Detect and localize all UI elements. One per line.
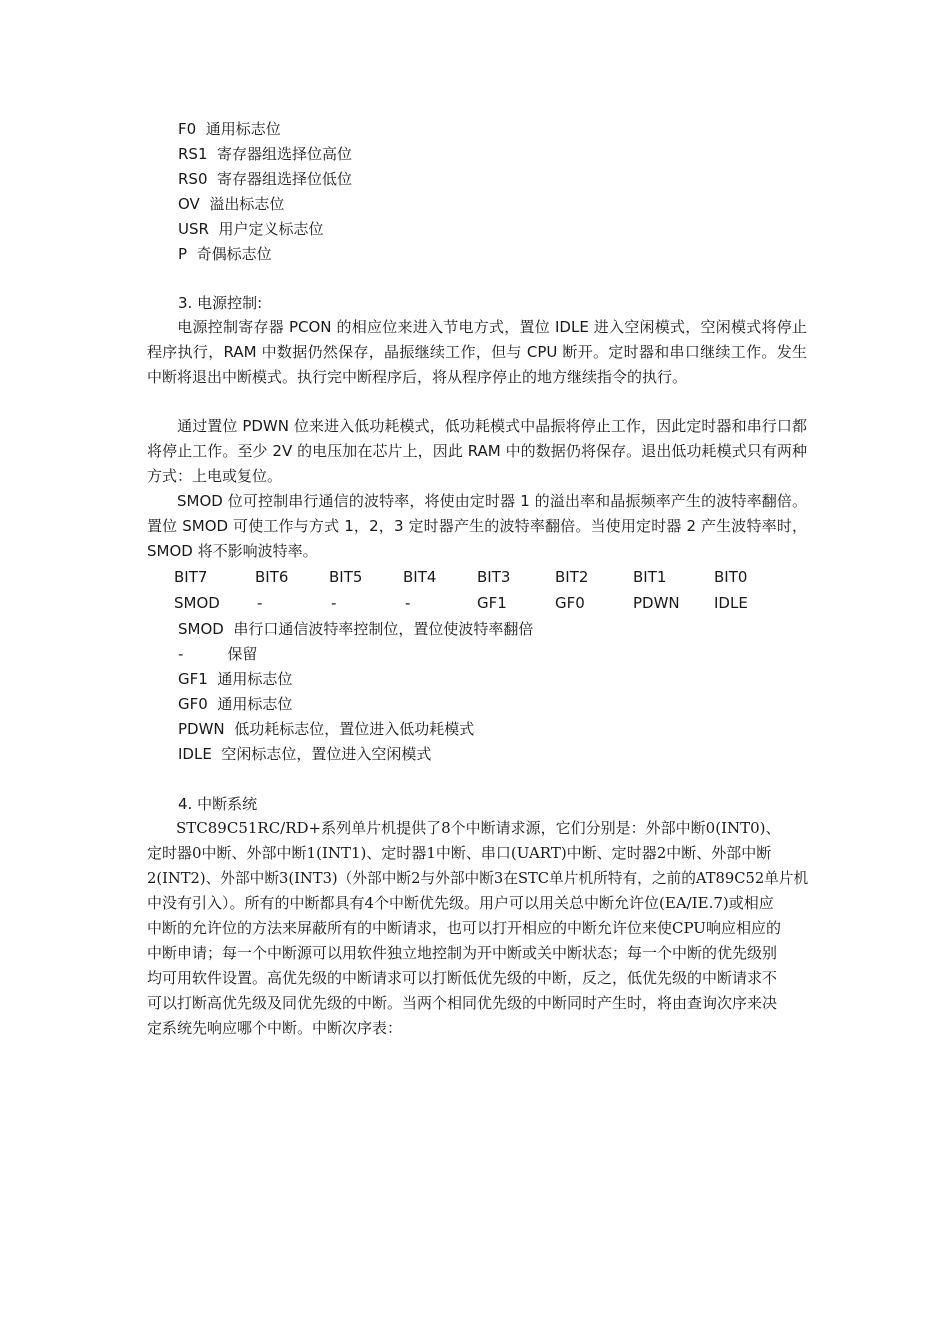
- interrupt-line: 可以打断高优先级及同优先级的中断。当两个相同优先级的中断同时产生时，将由查询次序来决: [147, 994, 778, 1012]
- bit-header: BIT7: [174, 568, 208, 586]
- interrupt-line: 中断的允许位的方法来屏蔽所有的中断请求，也可以打开相应的中断允许位来使CPU响应相应的: [147, 919, 781, 937]
- def-row-gf1: GF1 通用标志位: [178, 670, 293, 688]
- interrupt-line: 均可用软件设置。高优先级的中断请求可以打断低优先级的中断，反之，低优先级的中断请求不: [147, 969, 778, 987]
- paragraph-pcon: 电源控制寄存器 PCON 的相应位来进入节电方式，置位 IDLE 进入空闲模式，空闲模式将停止程序执行，RAM 中数据仍然保存，晶振继续工作，但与 CPU 断开。定时器和串口继续工作。发生中断将退出中断模式。执行完中断程序后，将从程序停止的地方继续指令的执行。: [147, 318, 807, 386]
- bit-header: BIT4: [403, 568, 437, 586]
- def-row-p: P 奇偶标志位: [178, 245, 272, 263]
- def-row-f0: F0 通用标志位: [178, 120, 281, 138]
- interrupt-line: 定时器0中断、外部中断1(INT1)、定时器1中断、串口(UART)中断、定时器2中断、外部中断: [147, 844, 772, 862]
- interrupt-line: 定系统先响应哪个中断。中断次序表：: [147, 1019, 403, 1037]
- interrupt-line: 2(INT2)、外部中断3(INT3)（外部中断2与外部中断3在STC单片机所特有，之前的AT89C52单片机: [147, 869, 809, 887]
- paragraph-smod: SMOD 位可控制串行通信的波特率，将使由定时器 1 的溢出率和晶振频率产生的波特率翻倍。置位 SMOD 可使工作与方式 1，2，3 定时器产生的波特率翻倍。当使用定时器 2 产生波特率时，SMOD 将不影响波特率。: [147, 492, 807, 560]
- bit-header: BIT2: [555, 568, 589, 586]
- interrupt-line: 中没有引入）。所有的中断都具有4个中断优先级。用户可以用关总中断允许位(EA/IE.7)或相应: [147, 894, 774, 912]
- section-4-heading: 4. 中断系统: [178, 795, 258, 813]
- section-3-heading: 3. 电源控制:: [178, 294, 263, 312]
- def-row-ov: OV 溢出标志位: [178, 195, 285, 213]
- def-row-rs0: RS0 寄存器组选择位低位: [178, 170, 353, 188]
- bit-header: BIT6: [255, 568, 289, 586]
- bit-name: -: [257, 594, 263, 612]
- def-row-usr: USR 用户定义标志位: [178, 220, 324, 238]
- psw-defs: [178, 117, 352, 267]
- def-row-idle: IDLE 空闲标志位，置位进入空闲模式: [178, 745, 432, 763]
- bit-name: -: [405, 594, 411, 612]
- bit-header: BIT3: [477, 568, 511, 586]
- def-row-pdwn: PDWN 低功耗标志位，置位进入低功耗模式: [178, 720, 475, 738]
- def-row-smod: SMOD 串行口通信波特率控制位，置位使波特率翻倍: [178, 620, 534, 638]
- bit-header: BIT1: [633, 568, 667, 586]
- bit-name: GF1: [477, 594, 507, 612]
- interrupt-line: STC89C51RC/RD+系列单片机提供了8个中断请求源，它们分别是：外部中断0(INT0)、: [176, 819, 781, 837]
- bit-name: GF0: [555, 594, 585, 612]
- bit-header: BIT5: [329, 568, 363, 586]
- paragraph-pdwn: 通过置位 PDWN 位来进入低功耗模式，低功耗模式中晶振将停止工作，因此定时器和串行口都将停止工作。至少 2V 的电压加在芯片上，因此 RAM 中的数据仍将保存。退出低功耗模式只有两种方式：上电或复位。: [147, 417, 807, 485]
- interrupt-line: 中断申请；每一个中断源可以用软件独立地控制为开中断或关中断状态；每一个中断的优先级别: [147, 944, 778, 962]
- bit-name: PDWN: [633, 594, 680, 612]
- pcon-defs: [178, 617, 533, 767]
- def-row-reserved: - 保留: [178, 645, 258, 663]
- bit-name: IDLE: [714, 594, 748, 612]
- def-row-gf0: GF0 通用标志位: [178, 695, 293, 713]
- def-row-rs1: RS1 寄存器组选择位高位: [178, 145, 353, 163]
- bit-name: -: [331, 594, 337, 612]
- bit-header: BIT0: [714, 568, 748, 586]
- bit-name: SMOD: [174, 594, 220, 612]
